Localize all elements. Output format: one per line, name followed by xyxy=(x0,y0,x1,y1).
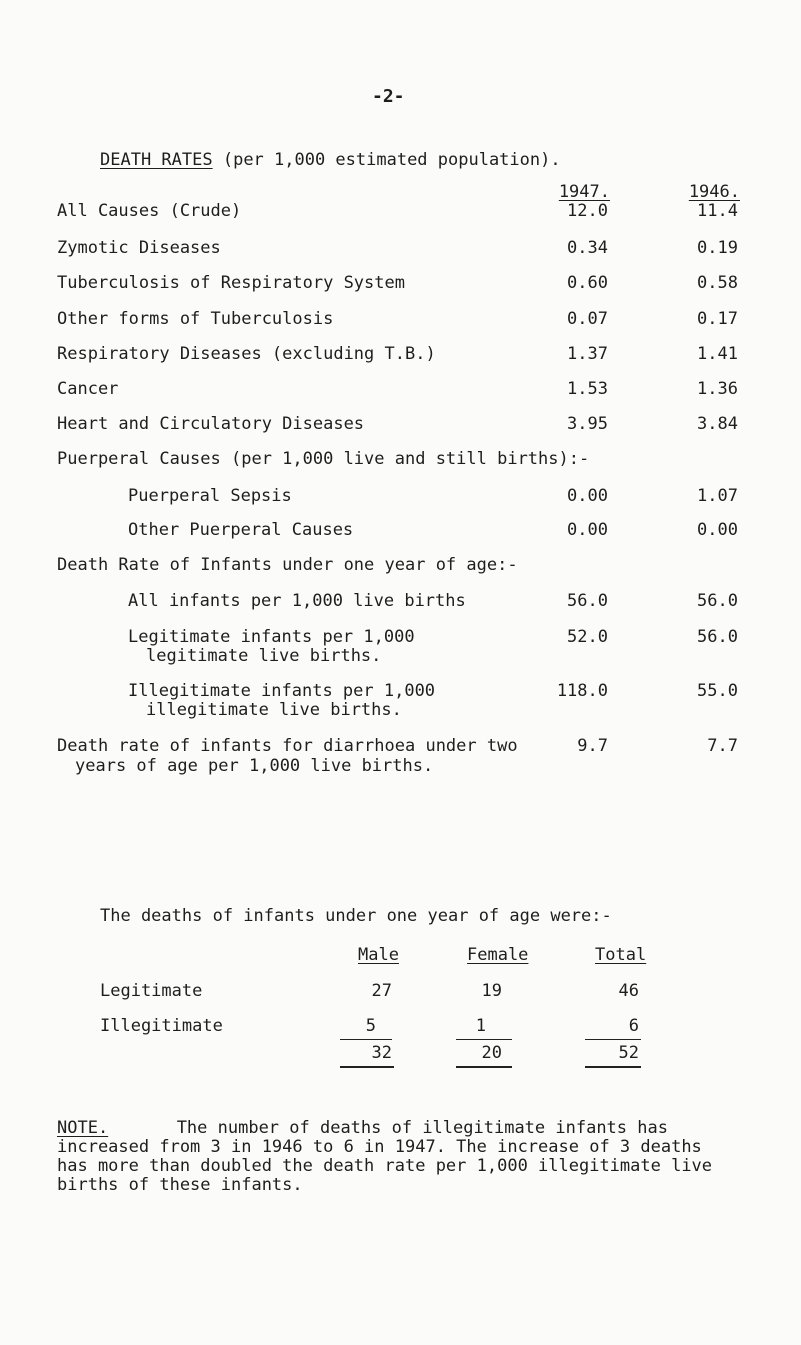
row-value-1947: 0.07 xyxy=(567,309,608,329)
row-value-1946: 11.4 xyxy=(697,201,738,221)
table-cell-total: 46 xyxy=(618,981,639,1001)
diarrhoea-value-1947: 9.7 xyxy=(577,736,608,756)
puerperal-value-1946: 1.07 xyxy=(697,486,738,506)
infant-value-1946: 56.0 xyxy=(697,591,738,611)
puerperal-row-label: Puerperal Sepsis xyxy=(128,486,292,506)
row-label: All Causes (Crude) xyxy=(57,201,242,221)
row-label: Respiratory Diseases (excluding T.B.) xyxy=(57,344,436,364)
death-rates-heading xyxy=(100,150,561,170)
infant-value-1947: 56.0 xyxy=(567,591,608,611)
infant-deaths-intro: The deaths of infants under one year of age were:- xyxy=(100,906,612,926)
row-value-1946: 1.36 xyxy=(697,379,738,399)
row-value-1947: 1.53 xyxy=(567,379,608,399)
infant-value-1946: 55.0 xyxy=(697,681,738,701)
sum-rule xyxy=(340,1039,392,1040)
note-label: NOTE. xyxy=(57,1118,109,1138)
table-cell-female: 19 xyxy=(481,981,502,1001)
total-male: 32 xyxy=(371,1043,392,1063)
year-1947-header: 1947. xyxy=(558,182,610,202)
row-value-1946: 1.41 xyxy=(697,344,738,364)
year-1946-header: 1946. xyxy=(688,182,740,202)
row-label: Heart and Circulatory Diseases xyxy=(57,414,365,434)
infant-heading: Death Rate of Infants under one year of age:- xyxy=(57,555,518,575)
total-total: 52 xyxy=(618,1043,639,1063)
puerperal-value-1947: 0.00 xyxy=(567,520,608,540)
column-female: Female xyxy=(467,945,529,965)
table-cell-female: 1 xyxy=(475,1016,486,1036)
row-value-1946: 0.19 xyxy=(697,238,738,258)
row-value-1946: 3.84 xyxy=(697,414,738,434)
diarrhoea-label: Death rate of infants for diarrhoea under two xyxy=(57,736,518,756)
row-value-1947: 3.95 xyxy=(567,414,608,434)
infant-value-1946: 56.0 xyxy=(697,627,738,647)
infant-row-label: Illegitimate infants per 1,000 xyxy=(128,681,436,701)
puerperal-heading: Puerperal Causes (per 1,000 live and still births):- xyxy=(57,449,590,469)
table-row-label: Legitimate xyxy=(100,981,203,1001)
row-label: Cancer xyxy=(57,379,119,399)
table-row-label: Illegitimate xyxy=(100,1016,223,1036)
table-cell-total: 6 xyxy=(628,1016,639,1036)
puerperal-value-1947: 0.00 xyxy=(567,486,608,506)
table-cell-male: 27 xyxy=(371,981,392,1001)
total-double-rule xyxy=(585,1066,641,1068)
row-value-1947: 0.34 xyxy=(567,238,608,258)
sum-rule xyxy=(585,1039,641,1040)
puerperal-value-1946: 0.00 xyxy=(697,520,738,540)
row-label: Other forms of Tuberculosis xyxy=(57,309,334,329)
row-label: Tuberculosis of Respiratory System xyxy=(57,273,405,293)
row-value-1946: 0.58 xyxy=(697,273,738,293)
diarrhoea-value-1946: 7.7 xyxy=(707,736,738,756)
table-cell-male: 5 xyxy=(365,1016,376,1036)
infant-row-label-continued: legitimate live births. xyxy=(146,646,382,666)
row-value-1946: 0.17 xyxy=(697,309,738,329)
infant-value-1947: 52.0 xyxy=(567,627,608,647)
row-label: Zymotic Diseases xyxy=(57,238,221,258)
row-value-1947: 1.37 xyxy=(567,344,608,364)
row-value-1947: 12.0 xyxy=(567,201,608,221)
row-value-1947: 0.60 xyxy=(567,273,608,293)
total-female: 20 xyxy=(481,1043,502,1063)
note-line-4: births of these infants. xyxy=(57,1175,303,1195)
infant-row-label: Legitimate infants per 1,000 xyxy=(128,627,415,647)
puerperal-row-label: Other Puerperal Causes xyxy=(128,520,354,540)
note-line-2: increased from 3 in 1946 to 6 in 1947. The increase of 3 deaths xyxy=(57,1137,702,1157)
diarrhoea-label-continued: years of age per 1,000 live births. xyxy=(75,756,434,776)
column-total: Total xyxy=(595,945,647,965)
infant-value-1947: 118.0 xyxy=(556,681,608,701)
column-male: Male xyxy=(358,945,399,965)
total-double-rule xyxy=(340,1066,394,1068)
note-text-1: The number of deaths of illegitimate infants has xyxy=(176,1118,668,1138)
note-line-3: has more than doubled the death rate per 1,000 illegitimate live xyxy=(57,1156,713,1176)
infant-row-label: All infants per 1,000 live births xyxy=(128,591,466,611)
page-number: -2- xyxy=(372,86,405,107)
note-line-1 xyxy=(57,1118,668,1138)
heading-rest: (per 1,000 estimated population). xyxy=(222,150,561,170)
sum-rule xyxy=(456,1039,512,1040)
infant-row-label-continued: illegitimate live births. xyxy=(146,700,402,720)
total-double-rule xyxy=(456,1066,512,1068)
heading-underlined: DEATH RATES xyxy=(100,150,213,170)
